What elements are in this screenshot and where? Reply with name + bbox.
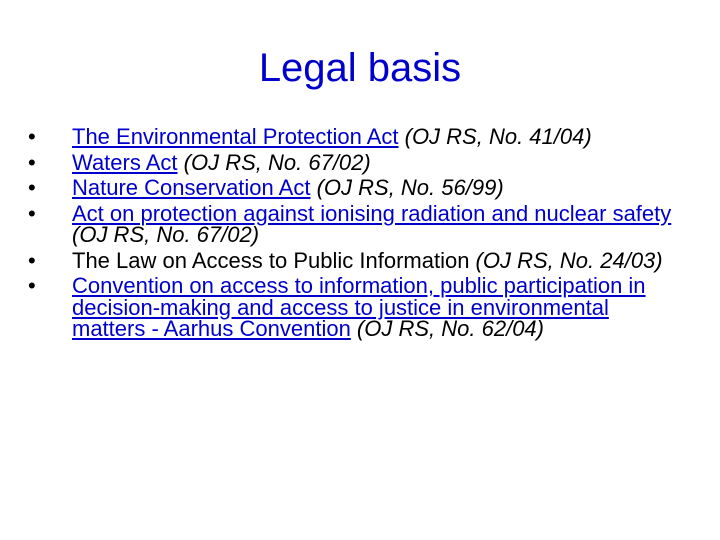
bullet-marker: • <box>28 247 36 273</box>
list-item <box>28 275 678 340</box>
citation-text: (OJ RS, No. 24/03) <box>469 247 663 273</box>
bullet-marker: • <box>28 149 36 175</box>
environmental-protection-act-link[interactable]: The Environmental Protection Act <box>72 124 399 149</box>
public-information-law-text: The Law on Access to Public Information <box>72 247 470 273</box>
citation-text: (OJ RS, No. 62/04) <box>350 316 544 341</box>
citation-text: (OJ RS, No. 56/99) <box>310 175 504 200</box>
ionising-radiation-act-link[interactable]: Act on protection against ionising radiation and nuclear safety <box>72 200 672 226</box>
bullet-marker: • <box>28 200 36 226</box>
aarhus-convention-link[interactable]: Convention on access to information, public participation in decision-making and access to justice in environmental matters - Aarhus Convention <box>72 273 646 341</box>
bullet-list <box>28 126 678 344</box>
citation-text: (OJ RS, No. 67/02) <box>177 149 371 175</box>
citation-text: (OJ RS, No. 41/04) <box>398 124 592 149</box>
bullet-marker: • <box>28 273 36 298</box>
list-item <box>28 247 678 273</box>
bullet-marker: • <box>28 175 36 200</box>
list-item <box>28 149 678 175</box>
list-item <box>28 177 678 199</box>
bullet-marker: • <box>28 124 36 149</box>
list-item <box>28 200 678 247</box>
slide-title: Legal basis <box>258 46 462 90</box>
citation-text: (OJ RS, No. 67/02) <box>72 222 260 247</box>
waters-act-link[interactable]: Waters Act <box>72 149 178 175</box>
nature-conservation-act-link[interactable]: Nature Conservation Act <box>72 175 311 200</box>
list-item <box>28 126 678 148</box>
